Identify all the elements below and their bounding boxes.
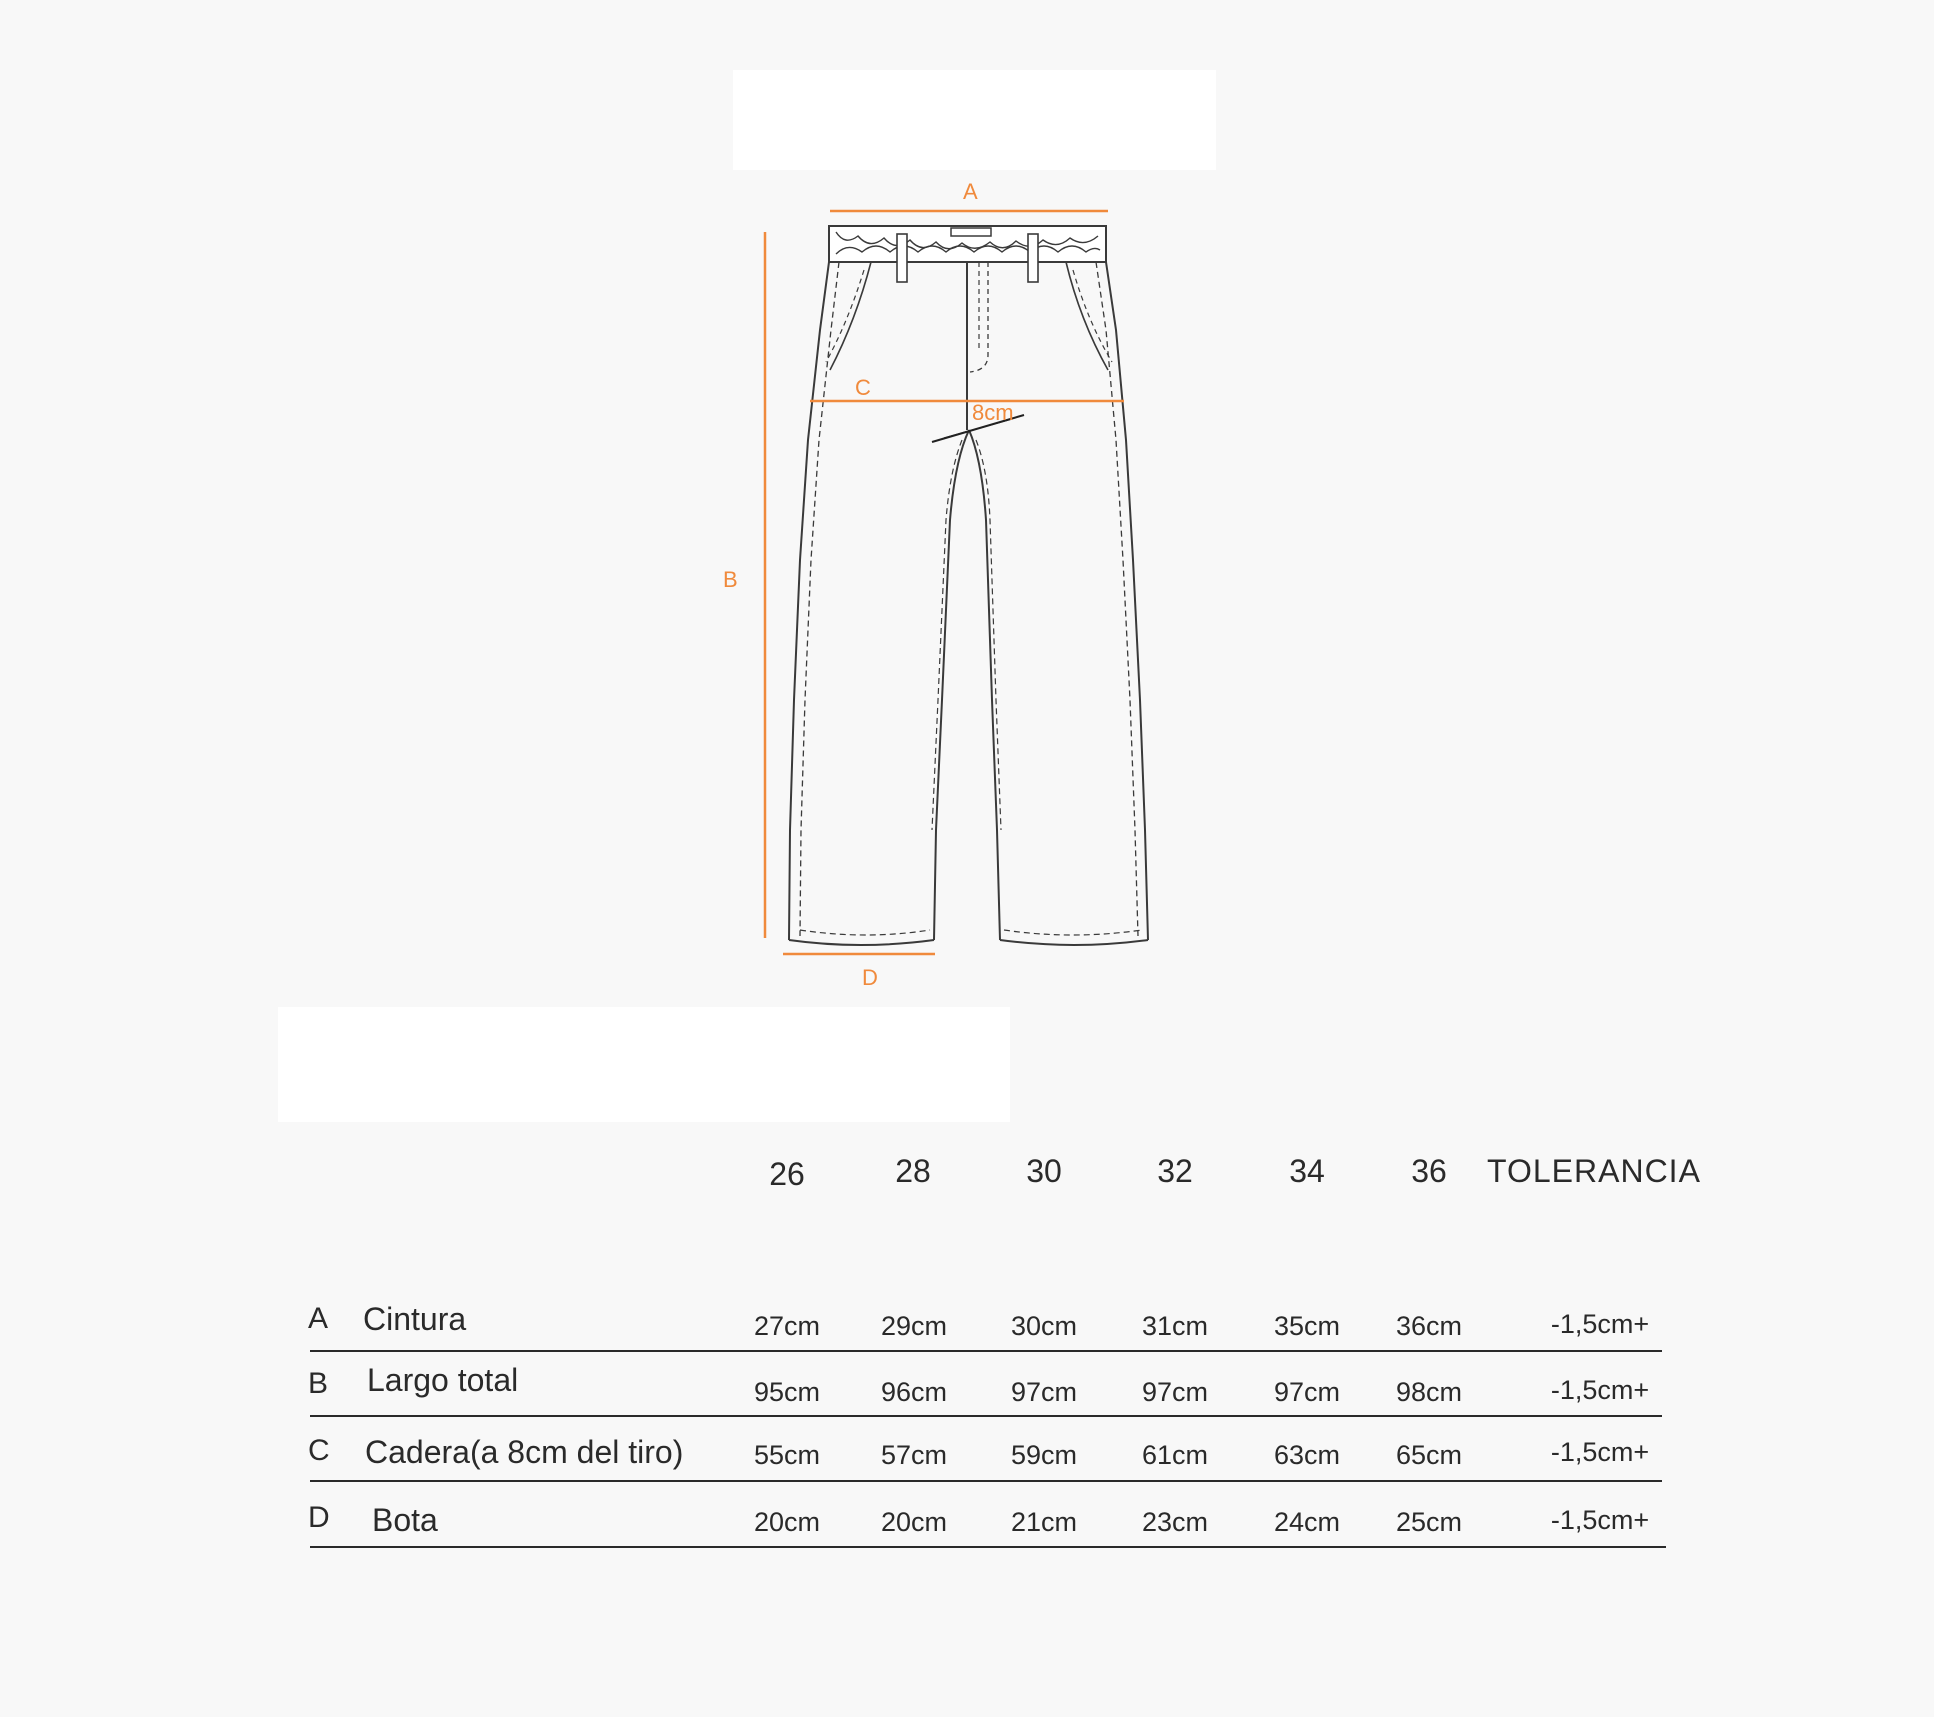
- table-cell: 27cm: [753, 1311, 821, 1341]
- row-letter: D: [308, 1501, 330, 1534]
- table-cell: 65cm: [1395, 1440, 1463, 1470]
- table-cell: 96cm: [880, 1377, 948, 1407]
- table-cell: 97cm: [1273, 1377, 1341, 1407]
- table-cell: 35cm: [1273, 1311, 1341, 1341]
- table-cell: 61cm: [1141, 1440, 1209, 1470]
- row-letter: C: [308, 1434, 330, 1467]
- table-cell: 24cm: [1273, 1507, 1341, 1537]
- row-divider: [310, 1546, 1666, 1548]
- table-cell: 30cm: [1010, 1311, 1078, 1341]
- label-d: D: [862, 965, 878, 990]
- table-cell: 57cm: [880, 1440, 948, 1470]
- size-header: 28: [895, 1153, 931, 1189]
- label-a: A: [963, 179, 978, 204]
- table-cell: 97cm: [1141, 1377, 1209, 1407]
- row-label: Largo total: [367, 1362, 519, 1398]
- table-cell: 20cm: [753, 1507, 821, 1537]
- table-cell: 95cm: [753, 1377, 821, 1407]
- size-header: 36: [1411, 1153, 1447, 1189]
- row-label: Cintura: [363, 1301, 467, 1337]
- table-cell: 98cm: [1395, 1377, 1463, 1407]
- tolerance-cell: -1,5cm+: [1550, 1309, 1650, 1339]
- label-c: C: [855, 375, 871, 400]
- row-letter: B: [308, 1367, 329, 1400]
- blank-subtitle-box: [278, 1007, 1010, 1122]
- tolerance-cell: -1,5cm+: [1550, 1505, 1650, 1535]
- row-letter: A: [308, 1302, 329, 1335]
- table-cell: 25cm: [1395, 1507, 1463, 1537]
- label-b: B: [723, 567, 738, 592]
- measurement-labels: [723, 179, 1014, 990]
- size-header: 30: [1026, 1153, 1062, 1189]
- table-cell: 36cm: [1395, 1311, 1463, 1341]
- tolerance-cell: -1,5cm+: [1550, 1437, 1650, 1467]
- pants-illustration: [789, 226, 1148, 945]
- measurement-lines: [765, 211, 1124, 954]
- row-divider: [310, 1350, 1662, 1352]
- table-cell: 97cm: [1010, 1377, 1078, 1407]
- label-crotch-offset: 8cm: [972, 400, 1014, 425]
- table-cell: 23cm: [1141, 1507, 1209, 1537]
- tolerance-header: TOLERANCIA: [1487, 1153, 1701, 1189]
- row-label: Cadera(a 8cm del tiro): [365, 1434, 684, 1470]
- size-header: 34: [1289, 1153, 1325, 1189]
- table-cell: 21cm: [1010, 1507, 1078, 1537]
- row-divider: [310, 1415, 1662, 1417]
- tolerance-cell: -1,5cm+: [1550, 1375, 1650, 1405]
- size-header: 32: [1157, 1153, 1193, 1189]
- table-cell: 29cm: [880, 1311, 948, 1341]
- table-cell: 31cm: [1141, 1311, 1209, 1341]
- row-label: Bota: [372, 1502, 438, 1538]
- row-divider: [310, 1480, 1662, 1482]
- table-cell: 63cm: [1273, 1440, 1341, 1470]
- size-header: 26: [769, 1156, 805, 1192]
- table-cell: 55cm: [753, 1440, 821, 1470]
- table-cell: 20cm: [880, 1507, 948, 1537]
- table-cell: 59cm: [1010, 1440, 1078, 1470]
